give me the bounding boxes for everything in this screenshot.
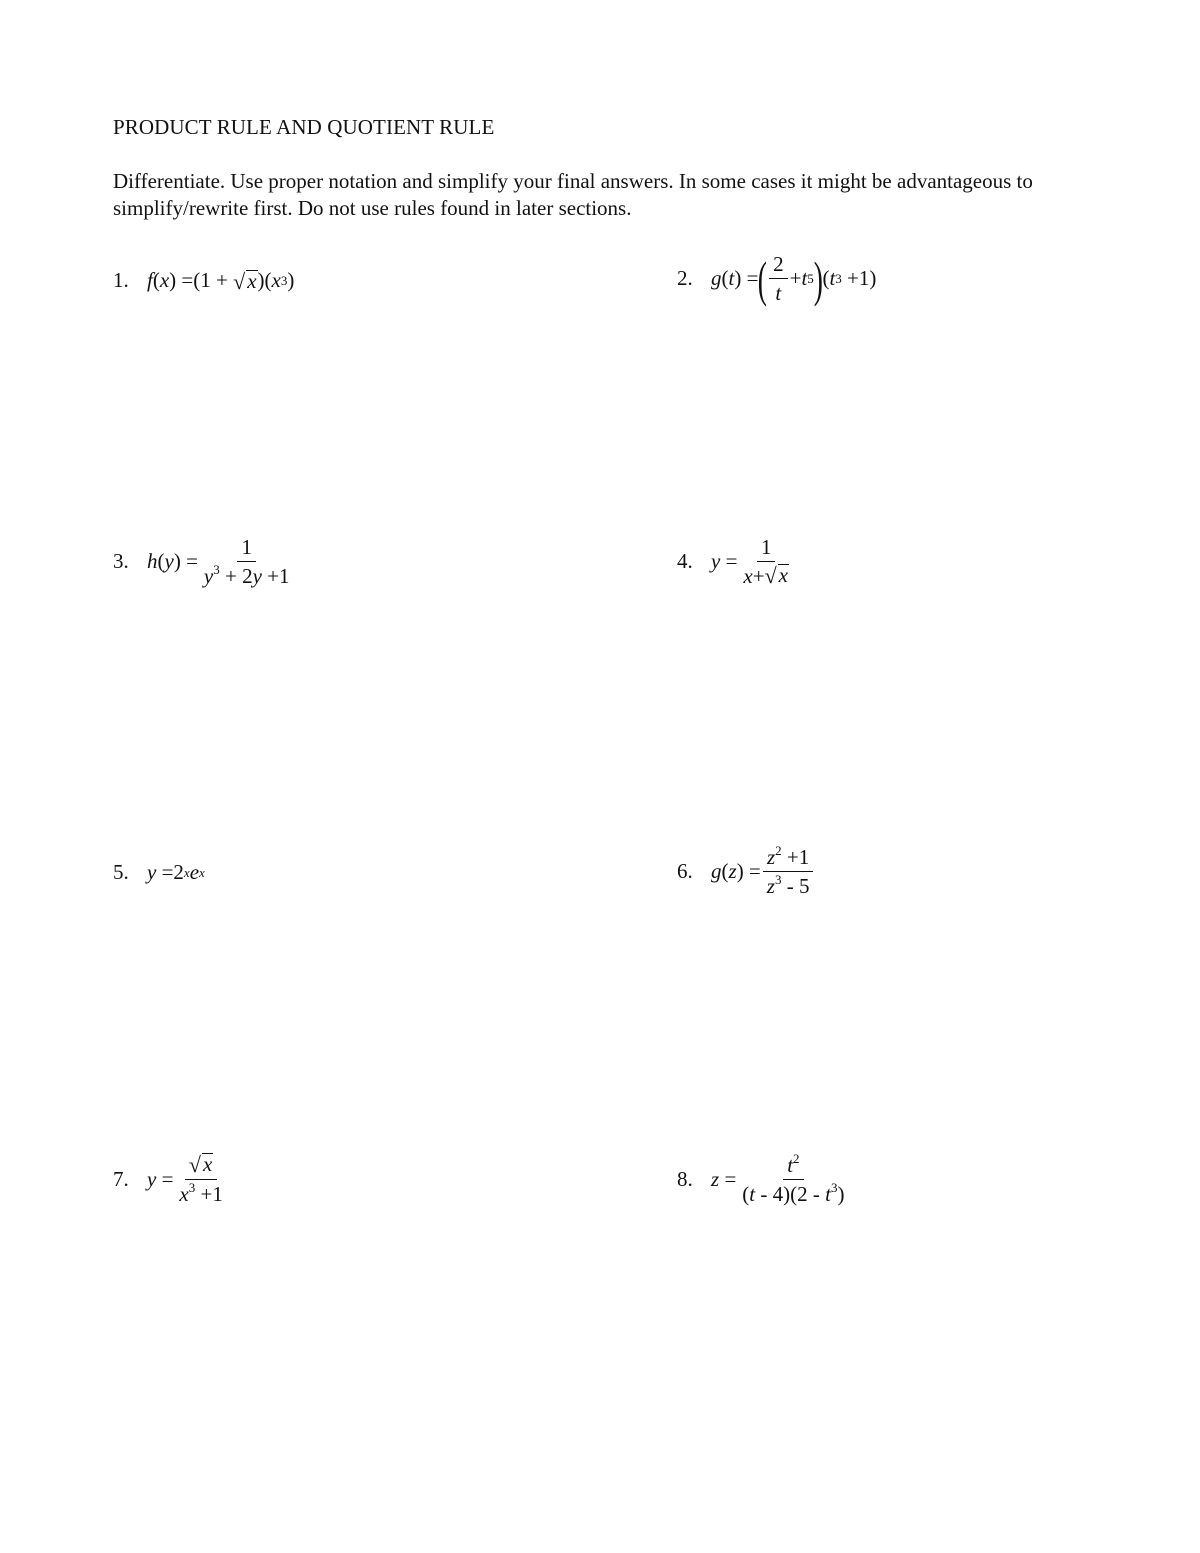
- problem-3: [113, 535, 296, 588]
- problem-number: 5.: [113, 860, 129, 884]
- problem-6: [677, 845, 815, 898]
- problem-5: [113, 860, 205, 885]
- problem-7-expression: y = √ x $x^3 +1$: [147, 1152, 223, 1206]
- problem-8: [677, 1153, 850, 1206]
- problem-number: 7.: [113, 1167, 129, 1191]
- problem-number: 2.: [677, 266, 693, 290]
- problem-2: [677, 252, 876, 305]
- problem-number: 3.: [113, 549, 129, 573]
- instructions-text: Differentiate. Use proper notation and simplify your final answers. In some cases it might be advantageous to simplify/rewrite first. Do not use rules found in later sections.: [113, 169, 1033, 220]
- problem-number: 4.: [677, 549, 693, 573]
- worksheet-title: PRODUCT RULE AND QUOTIENT RULE: [113, 115, 495, 139]
- problem-3-expression: h ( y ) = $\frac{1}{y^3 + 2y +1}$: [147, 535, 290, 588]
- problem-2-expression: g ( t ) = ( $\frac{2}{t}$ + t 5 ) ( t 3 +1): [711, 250, 877, 307]
- problem-7: [113, 1153, 229, 1206]
- problem-6-expression: g ( z ) = $\frac{z^2 +1}{z^3 - 5}$: [711, 845, 815, 898]
- problem-4-expression: y = 1 x+ √ x: [711, 535, 788, 588]
- problem-number: 6.: [677, 859, 693, 883]
- problem-4: [677, 535, 795, 588]
- problem-1-expression: f ( x ) =(1 + √ x )( x 3 ): [147, 268, 295, 294]
- problem-number: 1.: [113, 268, 129, 292]
- problem-5-expression: y =2 x e x: [147, 860, 205, 884]
- problem-1: [113, 268, 294, 293]
- problem-number: 8.: [677, 1167, 693, 1191]
- problem-8-expression: z = $\frac{t^2}{(t - 4)(2 - t^3)}$: [711, 1151, 845, 1206]
